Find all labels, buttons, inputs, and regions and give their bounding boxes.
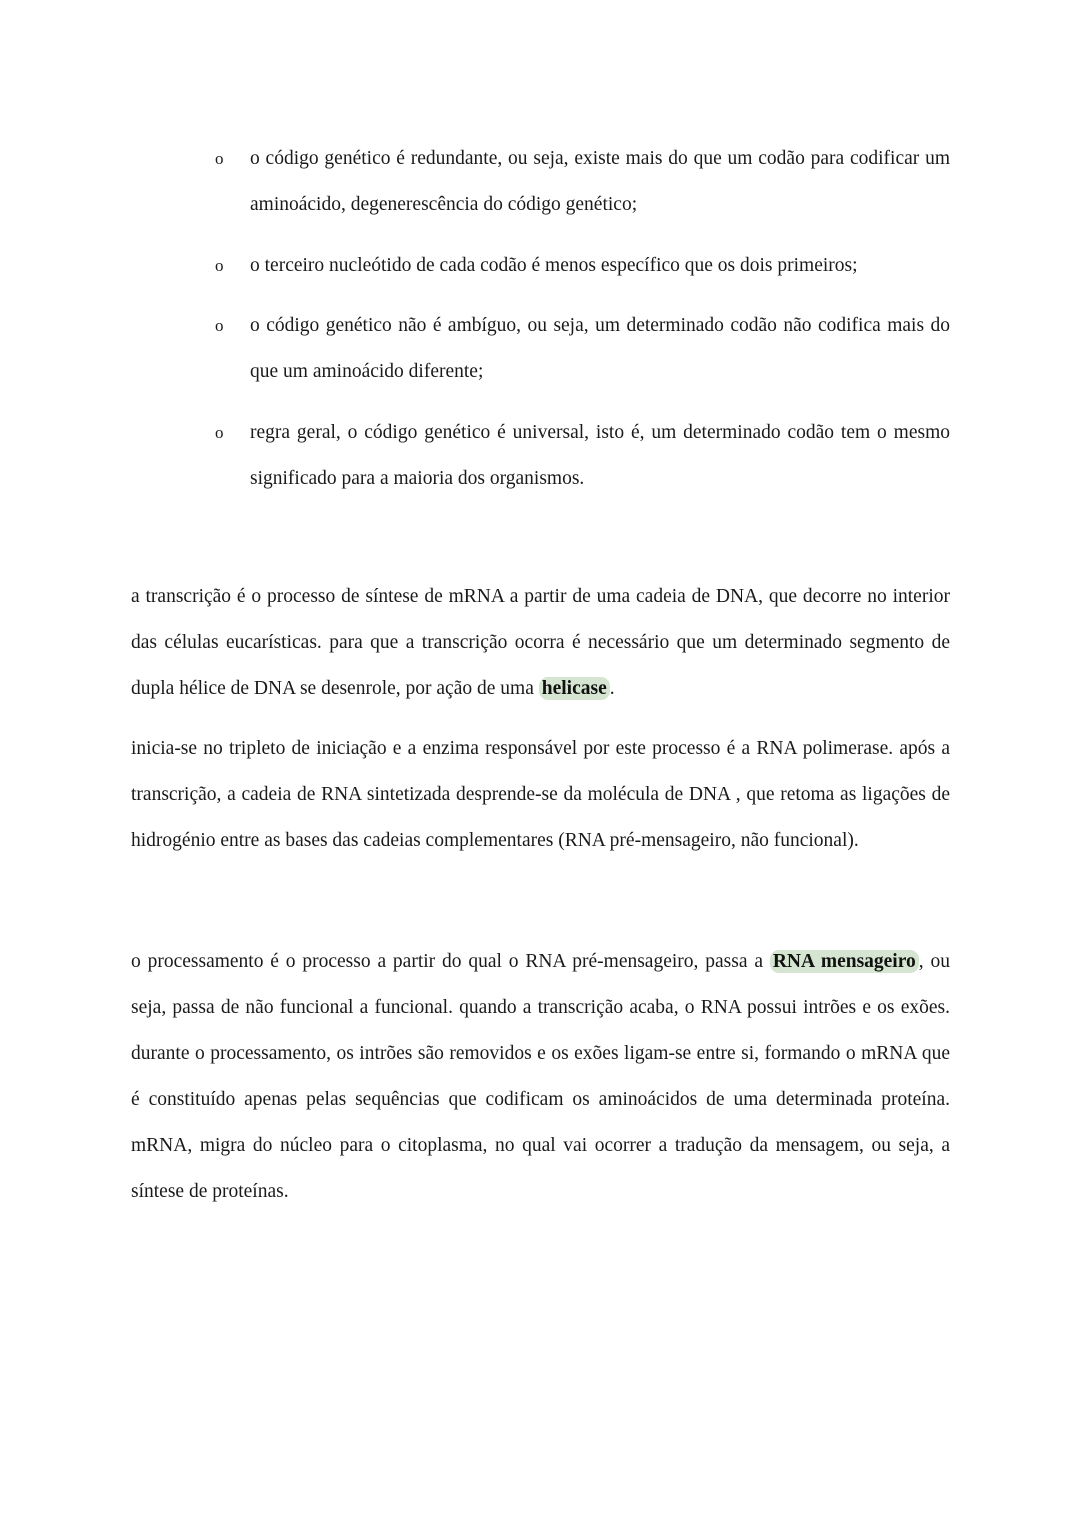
- paragraph-text: o processamento é o processo a partir do qual o RNA pré-mensageiro, passa a: [131, 951, 770, 972]
- list-item: [215, 243, 950, 289]
- paragraph-text: a transcrição é o processo de síntese de mRNA a partir de uma cadeia de DNA, que decorre no interior das células eucarísticas. para que a transcrição ocorra é necessário que um determinado segmento de dupla hélice de DNA se desenrole, por ação de uma: [131, 586, 950, 699]
- bullet-text: regra geral, o código genético é universal, isto é, um determinado codão tem o mesmo significado para a maioria dos organismos.: [250, 421, 950, 489]
- transcription-section: [131, 574, 950, 864]
- processing-section: [131, 939, 950, 1215]
- highlight-rna-mensageiro: RNA mensageiro: [770, 950, 919, 973]
- list-item: [215, 136, 950, 228]
- bullet-circle-icon: o: [215, 422, 224, 442]
- bullet-circle-icon: o: [215, 255, 224, 275]
- list-item: [215, 303, 950, 395]
- bullet-text: o código genético é redundante, ou seja, existe mais do que um codão para codificar um aminoácido, degenerescência do código genético;: [250, 148, 950, 215]
- bullet-text: o código genético não é ambíguo, ou seja, um determinado codão não codifica mais do que um aminoácido diferente;: [250, 315, 950, 382]
- highlight-helicase: helicase: [539, 677, 610, 700]
- paragraph-text: , ou seja, passa de não funcional a funcional. quando a transcrição acaba, o RNA possui intrões e os exões. durante o processamento, os intrões são removidos e os exões ligam-se entre si, formando o mRNA que é constituído apenas pelas sequências que codificam os aminoácidos de uma determinada proteína. mRNA, migra do núcleo para o citoplasma, no qual vai ocorrer a tradução da mensagem, ou seja, a síntese de proteínas.: [131, 951, 950, 1202]
- transcription-paragraph-2: inicia-se no tripleto de iniciação e a enzima responsável por este processo é a RNA polimerase. após a transcrição, a cadeia de RNA sintetizada desprende-se da molécula de DNA , que retoma as ligações de hidrogénio entre as bases das cadeias complementares (RNA pré-mensageiro, não funcional).: [131, 738, 950, 851]
- processing-paragraph: [131, 939, 950, 1215]
- genetic-code-properties-list: [215, 136, 950, 516]
- paragraph-text: .: [609, 678, 615, 699]
- bullet-circle-icon: o: [215, 149, 224, 168]
- bullet-text: o terceiro nucleótido de cada codão é menos específico que os dois primeiros;: [250, 254, 858, 276]
- transcription-paragraph-1: [131, 574, 950, 712]
- list-item: [215, 410, 950, 502]
- bullet-circle-icon: o: [215, 316, 224, 335]
